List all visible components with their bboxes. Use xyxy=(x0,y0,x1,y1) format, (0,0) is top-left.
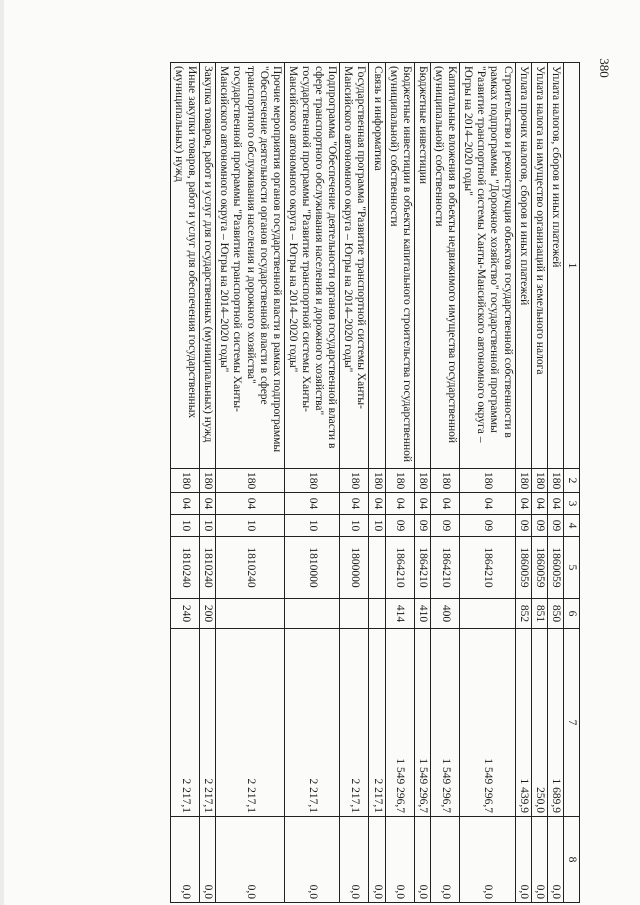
row-section-cell: 04 xyxy=(170,493,199,515)
row-amount-cell: 1 549 296,7 xyxy=(460,629,515,817)
row-amount-2-cell: 0,0 xyxy=(460,817,515,903)
row-name-cell: Связь и информатика xyxy=(369,63,385,469)
col-header-7: 7 xyxy=(563,629,579,817)
row-amount-2-cell: 0,0 xyxy=(170,817,199,903)
row-name-cell: Закупка товаров, работ и услуг для государственных (муниципальных) нужд xyxy=(200,63,216,469)
row-target-article-cell xyxy=(369,537,385,599)
row-target-article-cell: 1860059 xyxy=(531,537,547,599)
row-chapter-cell: 180 xyxy=(170,469,199,493)
row-chapter-cell: 180 xyxy=(414,469,430,493)
row-name-cell: Строительство и реконструкция объектов государственной собственности в рамках подпрограммы "Дорожное хозяйство" государственной программы "Развитие транспортной системы Ханты-Мансийского автономного округа – Югры на 2014–2020 годы" xyxy=(460,63,515,469)
rotated-table-container xyxy=(80,62,580,902)
row-expense-type-cell: 851 xyxy=(531,599,547,629)
header-row xyxy=(563,63,579,903)
row-section-cell: 04 xyxy=(531,493,547,515)
table-row xyxy=(430,63,459,903)
table-row xyxy=(170,63,199,903)
row-target-article-cell: 1810240 xyxy=(200,537,216,599)
row-chapter-cell: 180 xyxy=(430,469,459,493)
row-name-cell: Бюджетные инвестиции xyxy=(414,63,430,469)
row-expense-type-cell: 414 xyxy=(385,599,414,629)
row-amount-2-cell: 0,0 xyxy=(369,817,385,903)
row-name-cell: Государственная программа "Развитие транспортной системы Ханты-Мансийского автономного округа – Югры на 2014–2020 годы" xyxy=(340,63,369,469)
table-row xyxy=(284,63,339,903)
table-row xyxy=(340,63,369,903)
col-header-1: 1 xyxy=(563,63,579,469)
row-section-cell: 04 xyxy=(200,493,216,515)
row-section-cell: 04 xyxy=(515,493,531,515)
row-amount-2-cell: 0,0 xyxy=(216,817,285,903)
row-target-article-cell: 1864210 xyxy=(460,537,515,599)
row-section-cell: 04 xyxy=(340,493,369,515)
table-row xyxy=(216,63,285,903)
row-amount-cell: 1 439,9 xyxy=(515,629,531,817)
table-row xyxy=(385,63,414,903)
row-amount-2-cell: 0,0 xyxy=(515,817,531,903)
row-amount-cell: 1 549 296,7 xyxy=(414,629,430,817)
row-subsection-cell: 10 xyxy=(200,515,216,537)
row-target-article-cell: 1860059 xyxy=(515,537,531,599)
row-amount-cell: 2 217,1 xyxy=(200,629,216,817)
row-amount-cell: 1 689,9 xyxy=(547,629,563,817)
row-amount-2-cell: 0,0 xyxy=(531,817,547,903)
row-section-cell: 04 xyxy=(385,493,414,515)
scan-edge xyxy=(0,0,4,905)
row-expense-type-cell: 400 xyxy=(430,599,459,629)
row-expense-type-cell xyxy=(460,599,515,629)
row-chapter-cell: 180 xyxy=(284,469,339,493)
row-subsection-cell: 09 xyxy=(385,515,414,537)
row-chapter-cell: 180 xyxy=(531,469,547,493)
row-section-cell: 04 xyxy=(284,493,339,515)
row-subsection-cell: 09 xyxy=(547,515,563,537)
row-expense-type-cell: 200 xyxy=(200,599,216,629)
row-amount-2-cell: 0,0 xyxy=(547,817,563,903)
row-section-cell: 04 xyxy=(216,493,285,515)
row-amount-cell: 250,0 xyxy=(531,629,547,817)
row-section-cell: 04 xyxy=(414,493,430,515)
row-subsection-cell: 10 xyxy=(170,515,199,537)
row-subsection-cell: 10 xyxy=(340,515,369,537)
row-subsection-cell: 10 xyxy=(284,515,339,537)
row-target-article-cell: 1810000 xyxy=(284,537,339,599)
row-subsection-cell: 09 xyxy=(414,515,430,537)
table-row xyxy=(414,63,430,903)
row-chapter-cell: 180 xyxy=(216,469,285,493)
row-amount-cell: 2 217,1 xyxy=(170,629,199,817)
row-section-cell: 04 xyxy=(460,493,515,515)
row-subsection-cell: 09 xyxy=(430,515,459,537)
row-target-article-cell: 1864210 xyxy=(385,537,414,599)
row-chapter-cell: 180 xyxy=(340,469,369,493)
row-name-cell: Капитальные вложения в объекты недвижимого имущества государственной (муниципальной) собственности xyxy=(430,63,459,469)
table-row xyxy=(531,63,547,903)
row-section-cell: 04 xyxy=(547,493,563,515)
row-target-article-cell: 1810240 xyxy=(170,537,199,599)
row-section-cell: 04 xyxy=(430,493,459,515)
row-expense-type-cell: 852 xyxy=(515,599,531,629)
row-amount-cell: 1 549 296,7 xyxy=(430,629,459,817)
row-subsection-cell: 09 xyxy=(460,515,515,537)
row-name-cell: Бюджетные инвестиции в объекты капитального строительства государственной (муниципальной) собственности xyxy=(385,63,414,469)
table-row xyxy=(460,63,515,903)
row-chapter-cell: 180 xyxy=(385,469,414,493)
row-subsection-cell: 09 xyxy=(531,515,547,537)
row-subsection-cell: 10 xyxy=(216,515,285,537)
row-section-cell: 04 xyxy=(369,493,385,515)
row-chapter-cell: 180 xyxy=(547,469,563,493)
page-number: 380 xyxy=(596,58,612,78)
row-subsection-cell: 10 xyxy=(369,515,385,537)
col-header-2: 2 xyxy=(563,469,579,493)
row-amount-cell: 2 217,1 xyxy=(216,629,285,817)
row-subsection-cell: 09 xyxy=(515,515,531,537)
row-name-cell: Подпрограмма "Обеспечение деятельности органов государственной власти в сфере транспортного обслуживания населения и дорожного хозяйства" государственной программы "Развитие транспортной системы Ханты-Мансийского автономного округа – Югры на 2014–2020 годы" xyxy=(284,63,339,469)
row-chapter-cell: 180 xyxy=(460,469,515,493)
row-expense-type-cell xyxy=(216,599,285,629)
table-row xyxy=(200,63,216,903)
row-chapter-cell: 180 xyxy=(369,469,385,493)
row-expense-type-cell: 240 xyxy=(170,599,199,629)
col-header-5: 5 xyxy=(563,537,579,599)
budget-table xyxy=(170,62,580,903)
col-header-4: 4 xyxy=(563,515,579,537)
row-chapter-cell: 180 xyxy=(515,469,531,493)
row-name-cell: Уплата налога на имущество организаций и земельного налога xyxy=(531,63,547,469)
row-expense-type-cell xyxy=(284,599,339,629)
row-amount-2-cell: 0,0 xyxy=(414,817,430,903)
row-name-cell: Иные закупки товаров, работ и услуг для обеспечения государственных (муниципальных) нужд xyxy=(170,63,199,469)
row-amount-2-cell: 0,0 xyxy=(284,817,339,903)
table-body xyxy=(170,63,563,903)
row-target-article-cell: 1860059 xyxy=(547,537,563,599)
col-header-6: 6 xyxy=(563,599,579,629)
row-amount-cell: 2 217,1 xyxy=(284,629,339,817)
row-name-cell: Уплата налогов, сборов и иных платежей xyxy=(547,63,563,469)
row-amount-cell: 1 549 296,7 xyxy=(385,629,414,817)
row-amount-2-cell: 0,0 xyxy=(430,817,459,903)
row-amount-2-cell: 0,0 xyxy=(200,817,216,903)
row-name-cell: Уплата прочих налогов, сборов и иных платежей xyxy=(515,63,531,469)
row-expense-type-cell: 410 xyxy=(414,599,430,629)
col-header-3: 3 xyxy=(563,493,579,515)
row-amount-2-cell: 0,0 xyxy=(340,817,369,903)
row-target-article-cell: 1864210 xyxy=(414,537,430,599)
row-amount-cell: 2 217,1 xyxy=(369,629,385,817)
row-expense-type-cell xyxy=(369,599,385,629)
row-amount-cell: 2 217,1 xyxy=(340,629,369,817)
row-target-article-cell: 1810240 xyxy=(216,537,285,599)
table-row xyxy=(515,63,531,903)
row-expense-type-cell xyxy=(340,599,369,629)
row-name-cell: Прочие мероприятия органов государственной власти в рамках подпрограммы "Обеспечение деятельности органов государственной власти в сфере транспортного обслуживания населения и дорожного хозяйства" государственной программы "Развитие транспортной системы Ханты-Мансийского автономного округа – Югры на 2014–2020 годы" xyxy=(216,63,285,469)
row-expense-type-cell: 850 xyxy=(547,599,563,629)
row-target-article-cell: 1800000 xyxy=(340,537,369,599)
col-header-8: 8 xyxy=(563,817,579,903)
row-chapter-cell: 180 xyxy=(200,469,216,493)
row-amount-2-cell: 0,0 xyxy=(385,817,414,903)
row-target-article-cell: 1864210 xyxy=(430,537,459,599)
table-row xyxy=(547,63,563,903)
table-row xyxy=(369,63,385,903)
